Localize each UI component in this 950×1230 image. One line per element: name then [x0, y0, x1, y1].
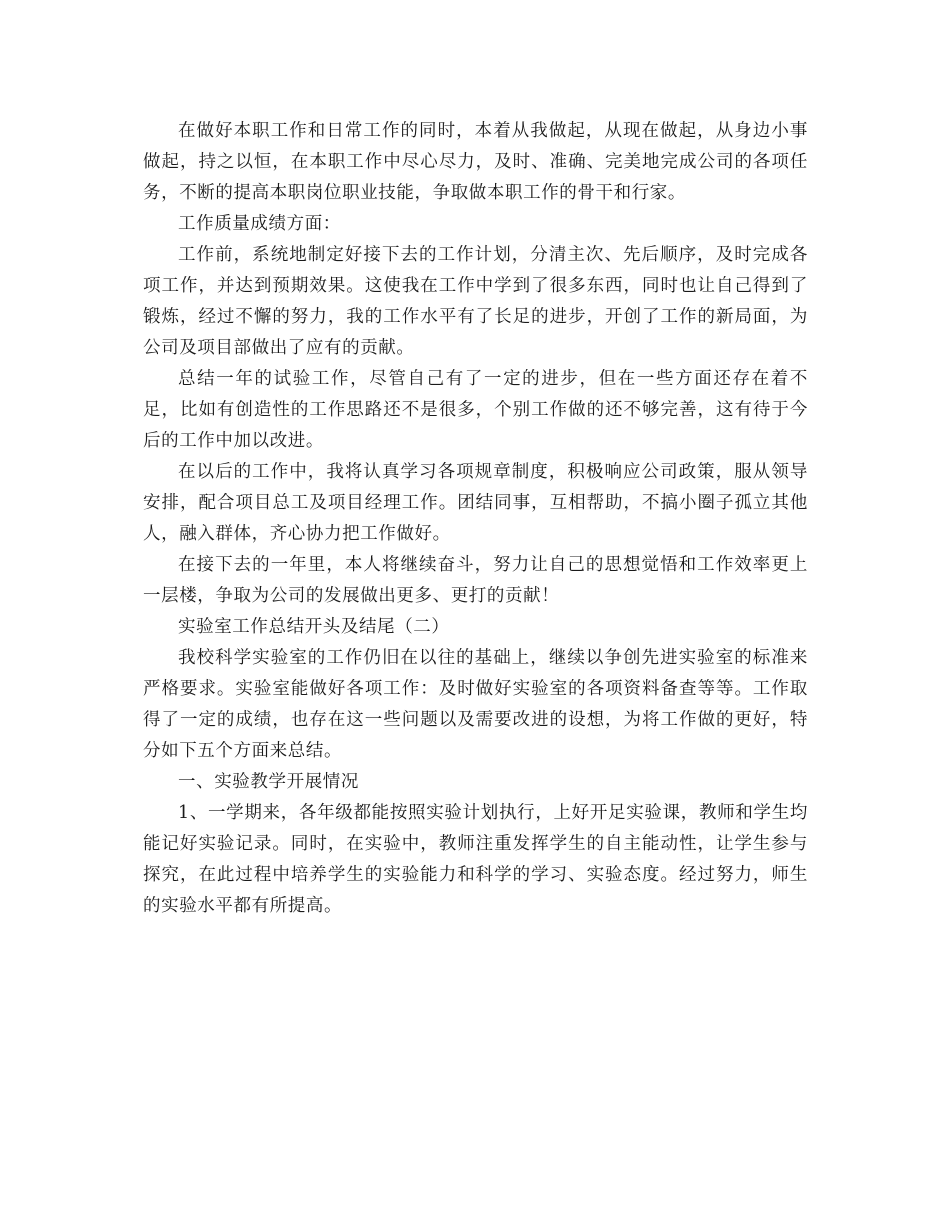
- paragraph-3: 工作前，系统地制定好接下去的工作计划，分清主次、先后顺序，及时完成各项工作，并达到预期效果。这使我在工作中学到了很多东西，同时也让自己得到了锻炼，经过不懈的努力，我的工作水平有了长足的进步，开创了工作的新局面，为公司及项目部做出了应有的贡献。: [143, 245, 808, 358]
- paragraph-1: 在做好本职工作和日常工作的同时，本着从我做起，从现在做起，从身边小事做起，持之以恒，在本职工作中尽心尽力，及时、准确、完美地完成公司的各项任务，不断的提高本职岗位职业技能，争取做本职工作的骨干和行家。: [143, 121, 808, 203]
- paragraph-5: 在以后的工作中，我将认真学习各项规章制度，积极响应公司政策，服从领导安排，配合项目总工及项目经理工作。团结同事，互相帮助，不搞小圈子孤立其他人，融入群体，齐心协力把工作做好。: [143, 462, 808, 544]
- paragraph-6: 在接下去的一年里，本人将继续奋斗，努力让自己的思想觉悟和工作效率更上一层楼，争取为公司的发展做出更多、更打的贡献！: [143, 555, 808, 606]
- document-body: [143, 116, 808, 922]
- paragraph-8: 我校科学实验室的工作仍旧在以往的基础上，继续以争创先进实验室的标准来严格要求。实验室能做好各项工作：及时做好实验室的各项资料备查等等。工作取得了一定的成绩，也存在这一些问题以及需要改进的设想，为将工作做的更好，特分如下五个方面来总结。: [143, 648, 808, 761]
- section-title: 实验室工作总结开头及结尾（二）: [178, 617, 450, 637]
- paragraph-10: 1、一学期来，各年级都能按照实验计划执行，上好开足实验课，教师和学生均能记好实验记录。同时，在实验中，教师注重发挥学生的自主能动性，让学生参与探究，在此过程中培养学生的实验能力和科学的学习、实验态度。经过努力，师生的实验水平都有所提高。: [143, 803, 808, 916]
- paragraph-2-heading: 工作质量成绩方面：: [178, 214, 341, 234]
- subsection-heading: 一、实验教学开展情况: [178, 772, 359, 792]
- paragraph-4: 总结一年的试验工作，尽管自己有了一定的进步，但在一些方面还存在着不足，比如有创造性的工作思路还不是很多，个别工作做的还不够完善，这有待于今后的工作中加以改进。: [143, 369, 808, 451]
